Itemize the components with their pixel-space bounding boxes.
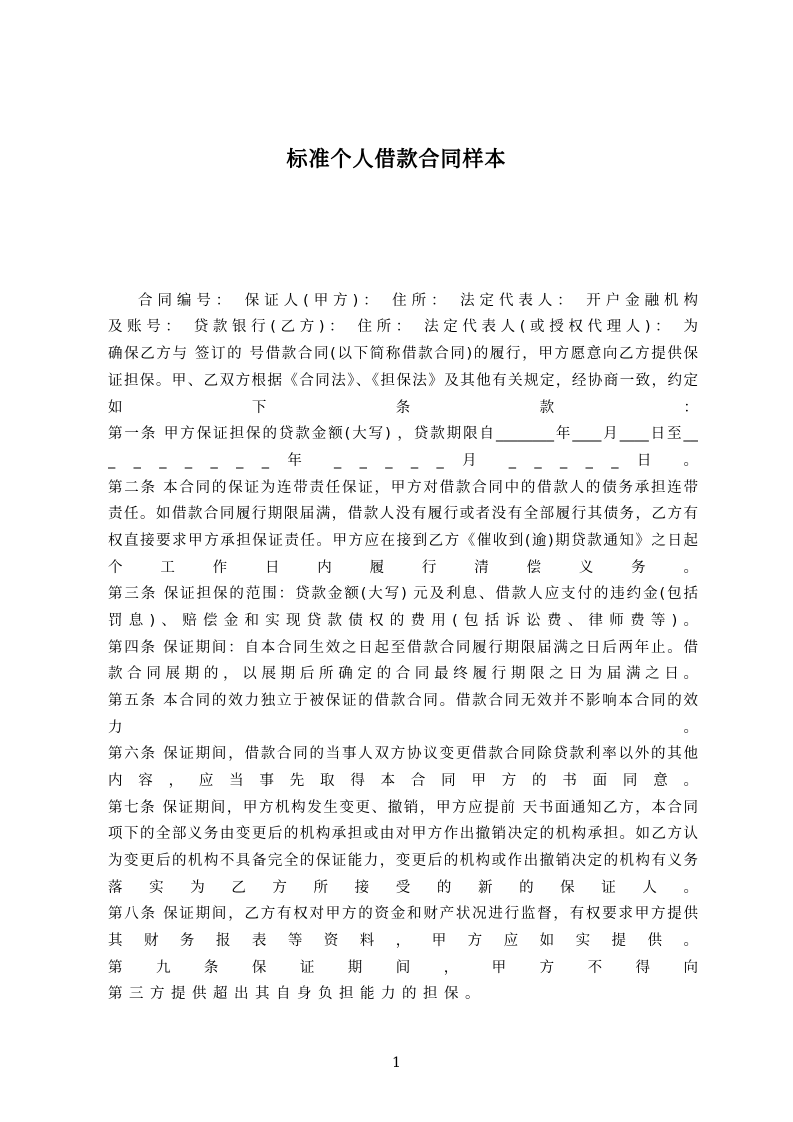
body-line: 合同编号： 保证人(甲方)： 住所： 法定代表人： 开户金融机构 xyxy=(138,293,698,309)
body-line: _ _ _ _ _ _ _ 年 _ _ _ _ _ 月 _ _ _ _ _ 日 。 xyxy=(108,453,698,469)
body-line: 第 九 条 保 证 期 间 ， 甲 方 不 得 向 xyxy=(108,960,698,976)
body-line: 责任。如借款合同履行期限届满，借款人没有履行或者没有全部履行其债务，乙方有 xyxy=(108,506,698,522)
body-line: 第八条 保证期间，乙方有权对甲方的资金和财产状况进行监督，有权要求甲方提供 xyxy=(108,906,698,922)
body-line: 权直接要求甲方承担保证责任。甲方应在接到乙方《催收到(逾)期贷款通知》之日起 xyxy=(108,533,698,549)
body-line: 第三方提供超出其自身负担能力的担保。 xyxy=(108,986,486,1002)
body-line: 个 工 作 日 内 履 行 清 偿 义 务 。 xyxy=(108,560,698,576)
body-line: 第二条 本合同的保证为连带责任保证，甲方对借款合同中的借款人的债务承担连带 xyxy=(108,480,698,496)
body-line: 项下的全部义务由变更后的机构承担或由对甲方作出撤销决定的机构承担。如乙方认 xyxy=(108,826,698,842)
body-line: 力 。 xyxy=(108,720,698,736)
body-line: 款合同展期的，以展期后所确定的合同最终履行期限之日为届满之日。 xyxy=(108,666,698,682)
body-line: 如 下 条 款 ： xyxy=(108,400,698,416)
body-line: 第五条 本合同的效力独立于被保证的借款合同。借款合同无效并不影响本合同的效 xyxy=(108,693,698,709)
body-line: 落 实 为 乙 方 所 接 受 的 新 的 保 证 人 。 xyxy=(108,880,698,896)
body-line: 及账号： 贷款银行(乙方)： 住所： 法定代表人(或授权代理人)： 为 xyxy=(108,319,698,335)
body-line: 其 财 务 报 表 等 资 料 ， 甲 方 应 如 实 提 供 。 xyxy=(108,933,698,949)
body-line: 内 容 ， 应 当 事 先 取 得 本 合 同 甲 方 的 书 面 同 意 。 xyxy=(108,773,698,789)
page-number: 1 xyxy=(392,1055,401,1071)
body-line: 证担保。甲、乙双方根据《合同法》、《担保法》及其他有关规定，经协商一致，约定 xyxy=(108,373,698,389)
body-line: 第七条 保证期间，甲方机构发生变更、撤销，甲方应提前 天书面通知乙方，本合同 xyxy=(108,800,698,816)
body-line: 第四条 保证期间：自本合同生效之日起至借款合同履行期限届满之日后两年止。借 xyxy=(108,640,698,656)
body-line: 罚息)、赔偿金和实现贷款债权的费用(包括诉讼费、律师费等)。 xyxy=(108,613,698,629)
body-line: 为变更后的机构不具备完全的保证能力，变更后的机构或作出撤销决定的机构有义务 xyxy=(108,853,698,869)
body-line: 第六条 保证期间，借款合同的当事人双方协议变更借款合同除贷款利率以外的其他 xyxy=(108,746,698,762)
document-title: 标准个人借款合同样本 xyxy=(286,147,507,171)
body-line: 第三条 保证担保的范围：贷款金额(大写) 元及利息、借款人应支付的违约金(包括 xyxy=(108,586,698,602)
body-line: 第一条 甲方保证担保的贷款金额(大写) ，贷款期限自________年____月____日至__ xyxy=(108,426,698,442)
body-line: 确保乙方与 签订的 号借款合同(以下简称借款合同)的履行，甲方愿意向乙方提供保 xyxy=(108,346,698,362)
